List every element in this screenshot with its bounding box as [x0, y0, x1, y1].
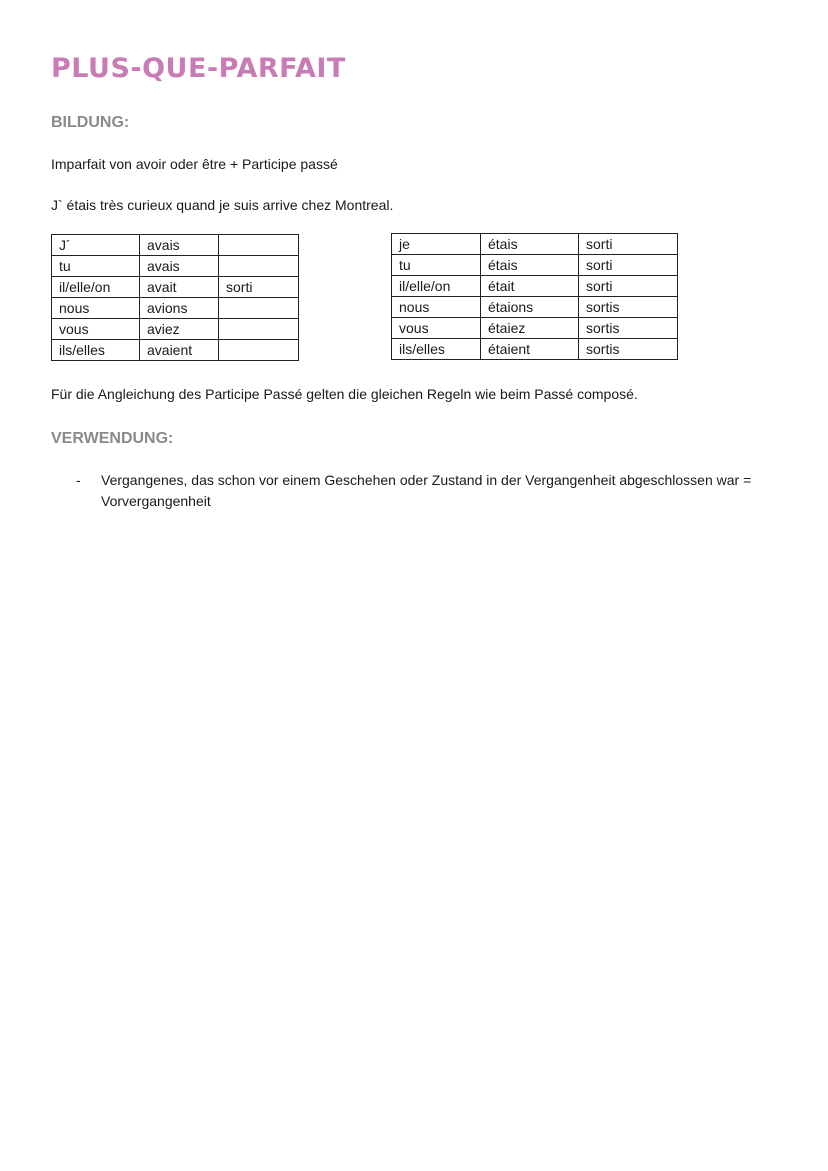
- auxiliary-cell: étais: [481, 234, 579, 255]
- auxiliary-cell: étaient: [481, 339, 579, 360]
- pronoun-cell: tu: [392, 255, 481, 276]
- participle-cell: sorti: [579, 234, 678, 255]
- pronoun-cell: ils/elles: [392, 339, 481, 360]
- table-row: [52, 319, 299, 340]
- auxiliary-cell: avait: [140, 277, 219, 298]
- usage-text: Vergangenes, das schon vor einem Geschehen oder Zustand in der Vergangenheit abgeschlossen war = Vorvergangenheit: [101, 472, 752, 509]
- participle-cell: sorti: [579, 255, 678, 276]
- table-row: [52, 235, 299, 256]
- auxiliary-cell: avions: [140, 298, 219, 319]
- list-item: [51, 470, 771, 512]
- usage-list: [51, 470, 771, 512]
- pronoun-cell: ils/elles: [52, 340, 140, 361]
- table-row: [392, 297, 678, 318]
- auxiliary-cell: étais: [481, 255, 579, 276]
- pronoun-cell: je: [392, 234, 481, 255]
- table-row: [52, 256, 299, 277]
- formation-rule: Imparfait von avoir oder être + Participe passé: [51, 156, 338, 172]
- auxiliary-cell: étaions: [481, 297, 579, 318]
- participle-cell: [219, 298, 299, 319]
- example-sentence: J` étais très curieux quand je suis arrive chez Montreal.: [51, 197, 394, 213]
- auxiliary-cell: avais: [140, 256, 219, 277]
- auxiliary-cell: était: [481, 276, 579, 297]
- participle-cell: sortis: [579, 339, 678, 360]
- auxiliary-cell: étaiez: [481, 318, 579, 339]
- participle-cell: sorti: [219, 277, 299, 298]
- participle-cell: sortis: [579, 318, 678, 339]
- agreement-note: Für die Angleichung des Participe Passé gelten die gleichen Regeln wie beim Passé composé.: [51, 386, 638, 402]
- table-row: [52, 340, 299, 361]
- pronoun-cell: nous: [52, 298, 140, 319]
- pronoun-cell: vous: [52, 319, 140, 340]
- pronoun-cell: vous: [392, 318, 481, 339]
- pronoun-cell: il/elle/on: [392, 276, 481, 297]
- avoir-conjugation-table: [51, 234, 299, 361]
- verwendung-heading: VERWENDUNG:: [51, 430, 174, 447]
- table-row: [52, 298, 299, 319]
- auxiliary-cell: aviez: [140, 319, 219, 340]
- table-row: [392, 255, 678, 276]
- pronoun-cell: tu: [52, 256, 140, 277]
- participle-cell: [219, 256, 299, 277]
- participle-cell: sortis: [579, 297, 678, 318]
- page-title: PLUS-QUE-PARFAIT: [51, 53, 346, 84]
- etre-conjugation-table: [391, 233, 678, 360]
- dash-bullet-icon: -: [76, 472, 81, 488]
- pronoun-cell: nous: [392, 297, 481, 318]
- pronoun-cell: J´: [52, 235, 140, 256]
- table-row: [392, 276, 678, 297]
- bildung-heading: BILDUNG:: [51, 114, 130, 131]
- table-row: [392, 234, 678, 255]
- participle-cell: [219, 340, 299, 361]
- table-row: [392, 339, 678, 360]
- participle-cell: sorti: [579, 276, 678, 297]
- auxiliary-cell: avaient: [140, 340, 219, 361]
- participle-cell: [219, 319, 299, 340]
- auxiliary-cell: avais: [140, 235, 219, 256]
- table-row: [392, 318, 678, 339]
- table-row: [52, 277, 299, 298]
- participle-cell: [219, 235, 299, 256]
- pronoun-cell: il/elle/on: [52, 277, 140, 298]
